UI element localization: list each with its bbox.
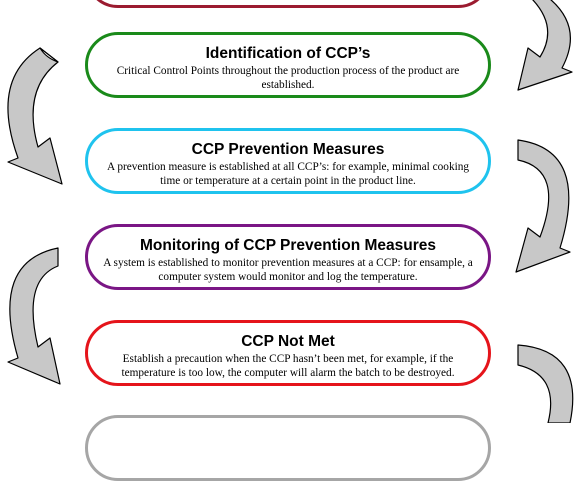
curved-arrow-left-1 [8, 48, 62, 184]
step-box-top-partial [85, 0, 491, 8]
step-box-prevention [85, 128, 491, 194]
step-title: CCP Not Met [241, 333, 335, 350]
step-box-not-met [85, 320, 491, 386]
step-description: Critical Control Points throughout the production process of the product are established. [116, 65, 460, 91]
curved-arrow-right-3 [518, 345, 573, 423]
curved-arrow-left-2 [8, 248, 60, 384]
step-box-monitoring [85, 224, 491, 290]
step-title: CCP Prevention Measures [191, 141, 385, 158]
step-title: Monitoring of CCP Prevention Measures [140, 237, 436, 254]
step-description: A system is established to monitor prevention measures at a CCP: for ensample, a computer system would monitor and log the temperature. [103, 257, 473, 283]
step-description: A prevention measure is established at all CCP’s: for example, minimal cooking time or temperature at a certain point in the product line. [106, 161, 470, 187]
step-box-bottom-partial [85, 415, 491, 481]
step-description: Establish a precaution when the CCP hasn’t been met, for example, if the temperature is too low, the computer will alarm the batch to be destroyed. [121, 353, 455, 379]
curved-arrow-right-2 [516, 140, 570, 272]
curved-arrow-right-1 [518, 0, 572, 90]
step-box-identification [85, 32, 491, 98]
step-title: Identification of CCP’s [205, 45, 371, 62]
